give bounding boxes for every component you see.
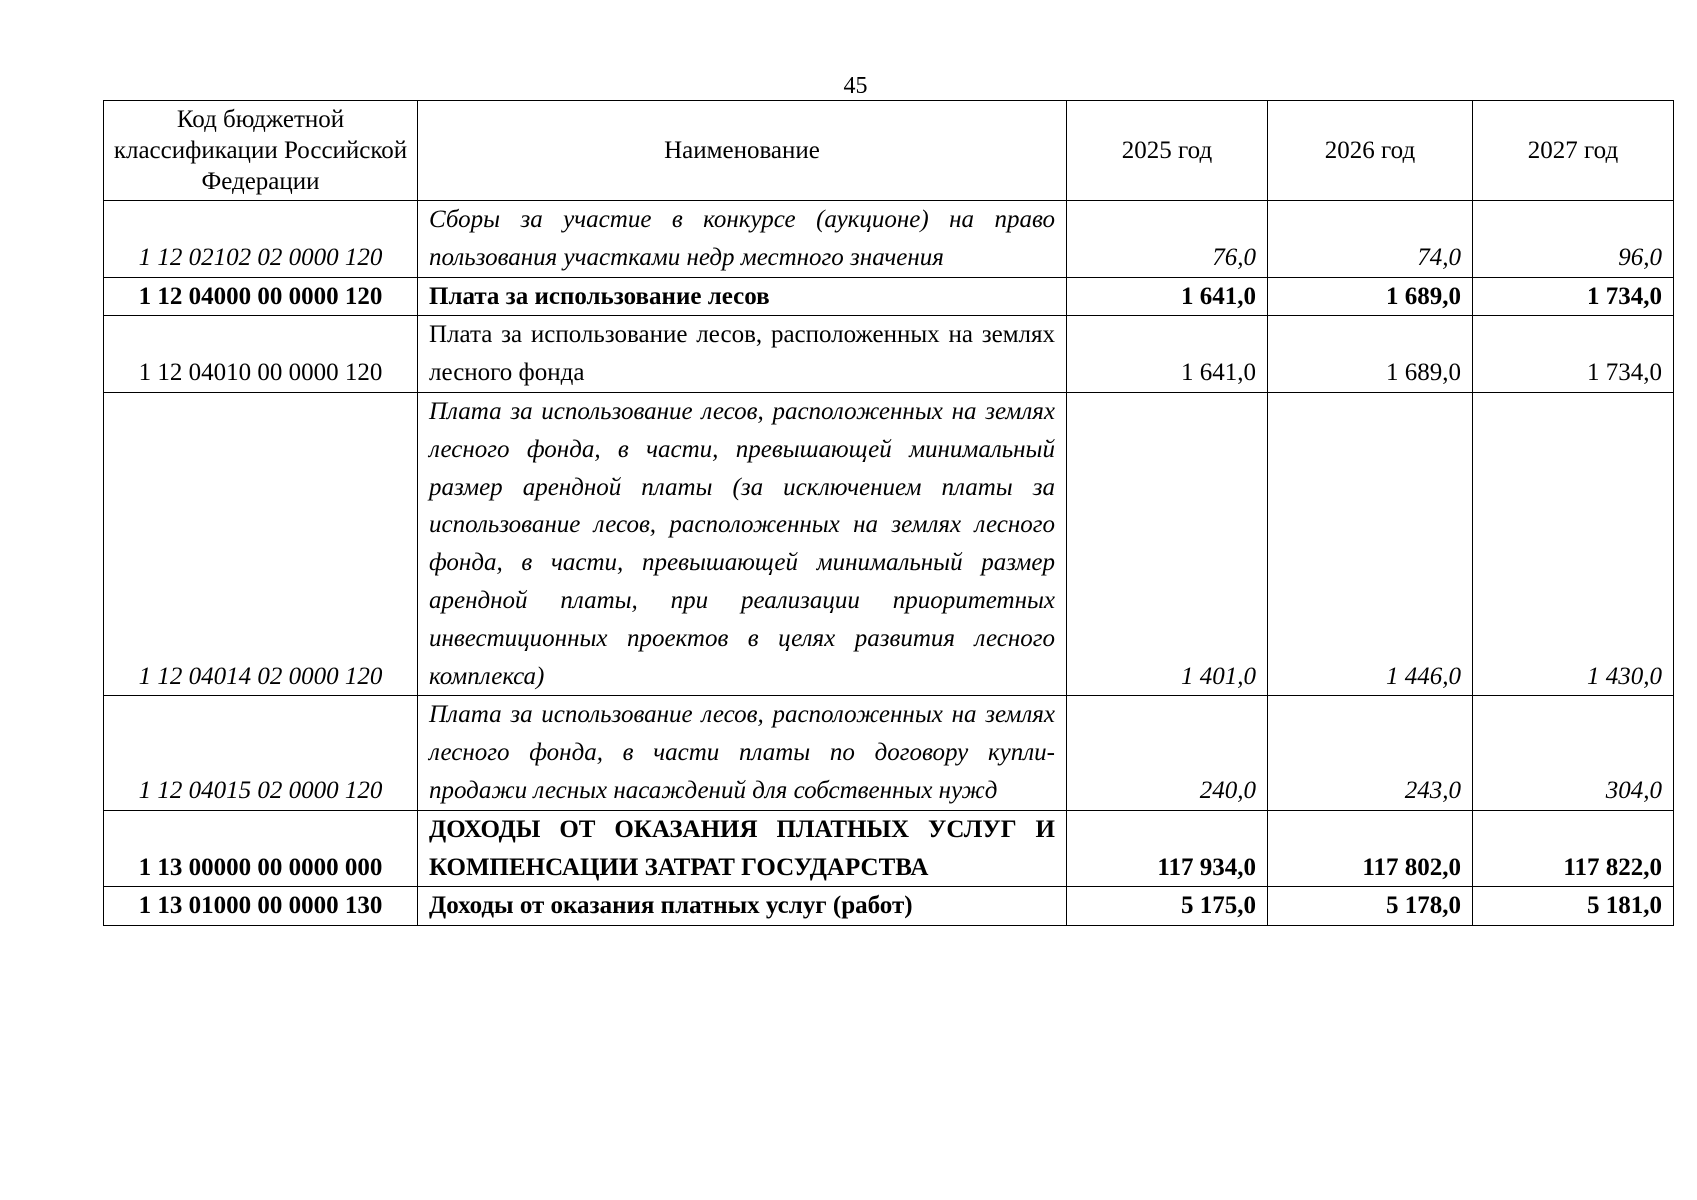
row-value-2027: 1 734,0 bbox=[1473, 316, 1674, 393]
row-code: 1 12 04010 00 0000 120 bbox=[104, 316, 418, 393]
row-name: Плата за использование лесов, расположенных на землях лесного фонда bbox=[418, 316, 1067, 393]
row-code: 1 12 04014 02 0000 120 bbox=[104, 392, 418, 695]
table-row bbox=[104, 277, 1674, 316]
row-value-2025: 240,0 bbox=[1067, 696, 1268, 810]
table-row bbox=[104, 392, 1674, 695]
row-value-2026: 5 178,0 bbox=[1268, 887, 1473, 926]
header-year-2026: 2026 год bbox=[1268, 101, 1473, 201]
row-name: Плата за использование лесов, расположенных на землях лесного фонда, в части, превышающей минимальный размер арендной платы (за исключением платы за использование лесов, расположенных на землях лесного фонда, в части, превышающей минимальный размер арендной платы, при реализации приоритетных инвестиционных проектов в целях развития лесного комплекса) bbox=[418, 392, 1067, 695]
row-code: 1 13 01000 00 0000 130 bbox=[104, 887, 418, 926]
budget-revenue-table bbox=[103, 100, 1674, 926]
header-year-2025: 2025 год bbox=[1067, 101, 1268, 201]
row-value-2027: 1 734,0 bbox=[1473, 277, 1674, 316]
row-name: Доходы от оказания платных услуг (работ) bbox=[418, 887, 1067, 926]
row-value-2027: 304,0 bbox=[1473, 696, 1674, 810]
row-value-2026: 243,0 bbox=[1268, 696, 1473, 810]
row-value-2025: 76,0 bbox=[1067, 201, 1268, 278]
header-year-2027: 2027 год bbox=[1473, 101, 1674, 201]
row-code: 1 12 04000 00 0000 120 bbox=[104, 277, 418, 316]
row-code: 1 12 02102 02 0000 120 bbox=[104, 201, 418, 278]
row-value-2027: 1 430,0 bbox=[1473, 392, 1674, 695]
table-row bbox=[104, 696, 1674, 810]
row-name: Сборы за участие в конкурсе (аукционе) на право пользования участками недр местного значения bbox=[418, 201, 1067, 278]
row-value-2026: 117 802,0 bbox=[1268, 810, 1473, 887]
row-name: ДОХОДЫ ОТ ОКАЗАНИЯ ПЛАТНЫХ УСЛУГ И КОМПЕНСАЦИИ ЗАТРАТ ГОСУДАРСТВА bbox=[418, 810, 1067, 887]
row-value-2026: 74,0 bbox=[1268, 201, 1473, 278]
row-name: Плата за использование лесов, расположенных на землях лесного фонда, в части платы по договору купли-продажи лесных насаждений для собственных нужд bbox=[418, 696, 1067, 810]
header-name: Наименование bbox=[418, 101, 1067, 201]
row-value-2027: 96,0 bbox=[1473, 201, 1674, 278]
row-value-2026: 1 689,0 bbox=[1268, 316, 1473, 393]
row-value-2025: 117 934,0 bbox=[1067, 810, 1268, 887]
row-value-2027: 5 181,0 bbox=[1473, 887, 1674, 926]
row-value-2026: 1 689,0 bbox=[1268, 277, 1473, 316]
row-code: 1 13 00000 00 0000 000 bbox=[104, 810, 418, 887]
table-header-row bbox=[104, 101, 1674, 201]
row-value-2026: 1 446,0 bbox=[1268, 392, 1473, 695]
table-row bbox=[104, 887, 1674, 926]
row-value-2025: 1 401,0 bbox=[1067, 392, 1268, 695]
row-value-2025: 5 175,0 bbox=[1067, 887, 1268, 926]
row-name: Плата за использование лесов bbox=[418, 277, 1067, 316]
row-code: 1 12 04015 02 0000 120 bbox=[104, 696, 418, 810]
row-value-2025: 1 641,0 bbox=[1067, 316, 1268, 393]
header-code: Код бюджетной классификации Российской Федерации bbox=[104, 101, 418, 201]
table-row bbox=[104, 316, 1674, 393]
row-value-2025: 1 641,0 bbox=[1067, 277, 1268, 316]
row-value-2027: 117 822,0 bbox=[1473, 810, 1674, 887]
table-row bbox=[104, 810, 1674, 887]
table-row bbox=[104, 201, 1674, 278]
page-number: 45 bbox=[843, 73, 868, 99]
